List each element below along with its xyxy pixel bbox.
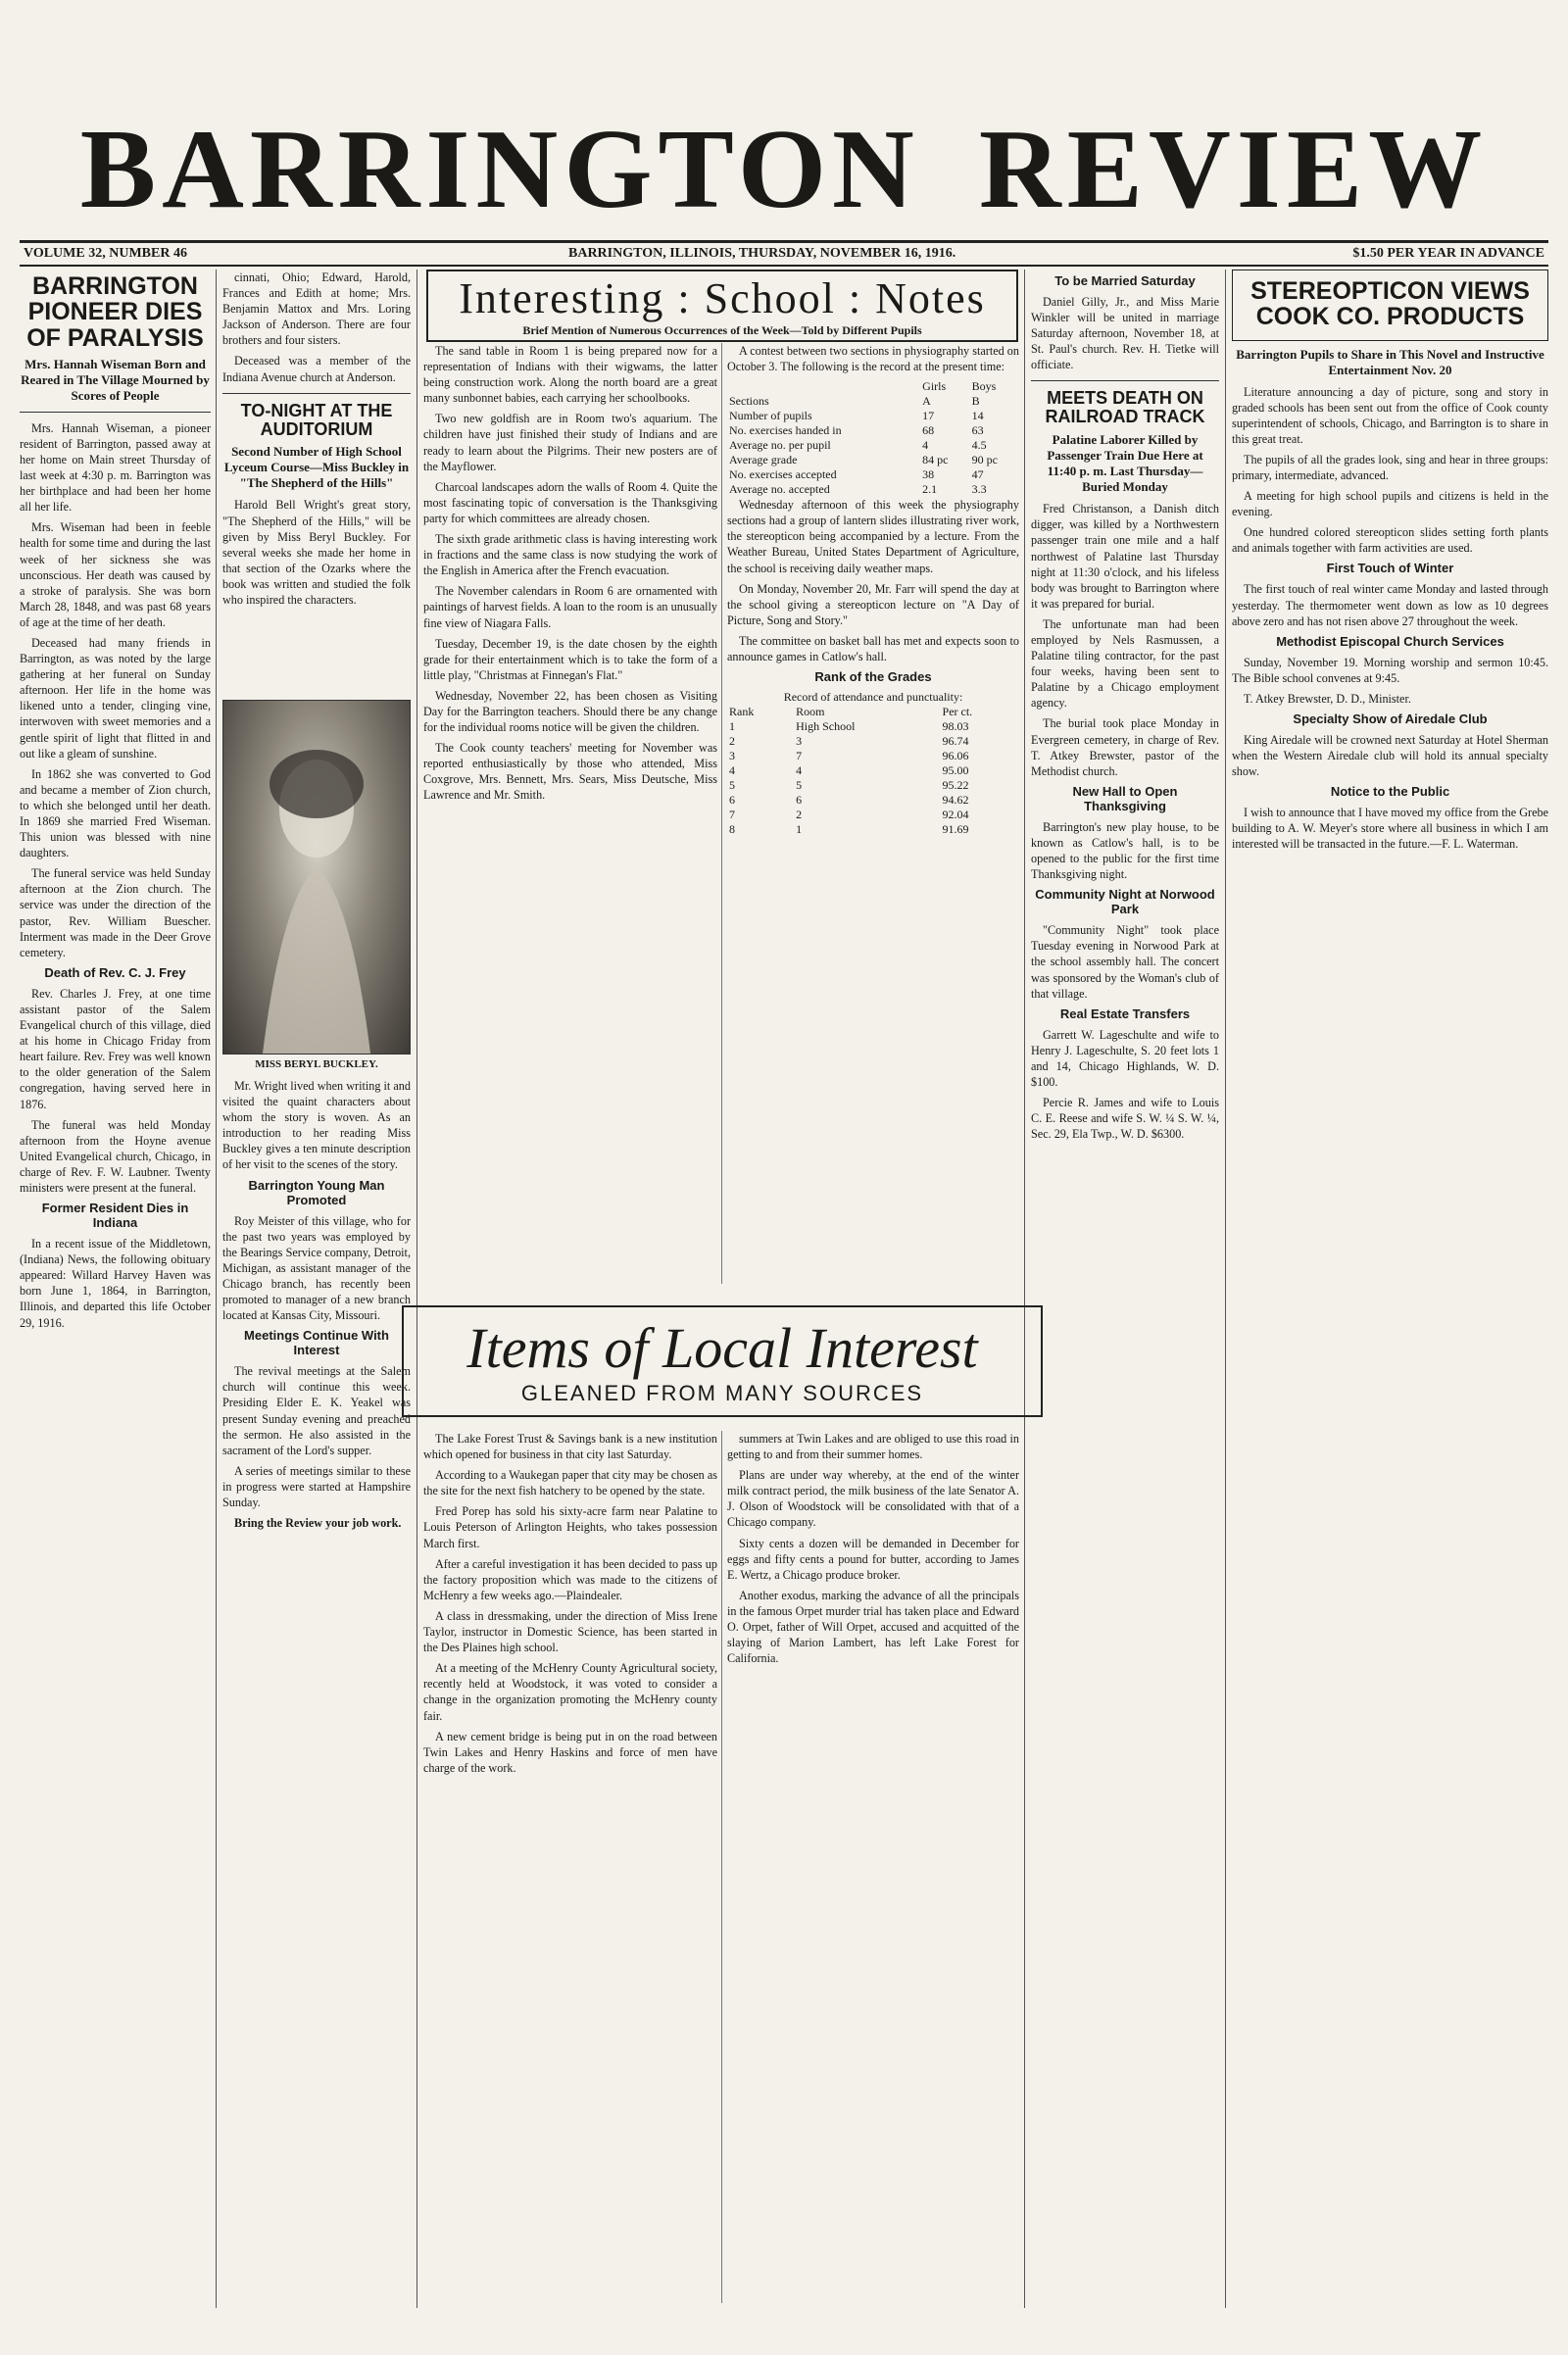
local-interest-subtitle: GLEANED FROM MANY SOURCES (520, 1381, 924, 1405)
paragraph: Percie R. James and wife to Louis C. E. Reese and wife S. W. ¼ S. W. ¼, Sec. 29, Ela Twp., W. D. $6300. (1031, 1096, 1219, 1142)
headline-stereopticon: STEREOPTICON VIEWS COOK CO. PRODUCTS (1250, 277, 1530, 331)
paragraph: The funeral was held Monday afternoon from the Hoyne avenue United Evangelical church, Chicago, in charge of Rev. F. W. Laubner. Twenty ministers were present at the funeral. (20, 1117, 211, 1195)
paragraph: The funeral service was held Sunday afternoon at the Zion church. The service was under the direction of the pastor, Rev. William Buescher. Interment was made in the Deer Grove cemetery. (20, 866, 211, 959)
paragraph: In a recent issue of the Middletown, (Indiana) News, the following obituary appeared: Willard Harvey Haven was born June 1, 1864, in Barrington, Illinois, and departed this life October 29, 1916. (20, 1237, 211, 1330)
paragraph: The first touch of real winter came Monday and lasted through yesterday. The thermometer went down as low as 10 degrees above zero and has not risen above 27 throughout the week. (1232, 582, 1548, 628)
local-interest-left (423, 1431, 717, 2303)
paragraph: Tuesday, December 19, is the date chosen by the eighth grade for their entertainment which is to take the form of a little play, "Christmas at Finnegan's Flat." (423, 636, 717, 682)
heading-meetings: Meetings Continue With Interest (244, 1328, 389, 1358)
paragraph: The sixth grade arithmetic class is having interesting work in fractions and the same class is now studying the work of the English in America after the French evacuation. (423, 532, 717, 578)
photo-block (222, 696, 411, 1536)
table-row: 3 7 96.06 (729, 749, 969, 763)
paragraph: The unfortunate man had been employed by Nels Rasmussen, a Palatine tiling contractor, for the past four weeks, having been sent to Palatine by a Chicago employment agency. (1031, 616, 1219, 711)
table-row: Sections A B (729, 394, 980, 409)
table-row: 4 4 95.00 (729, 763, 969, 778)
paragraph: Deceased had many friends in Barrington, as was noted by the large gathering at her funeral on Sunday afternoon. Her life in the home was likened unto a tender, clinging vine, interwoven with sweet memories and a gentle spirit of light that flitted in and out like a gleam of sunshine. (20, 635, 211, 760)
paragraph: The committee on basket ball has met and expects soon to announce games in Catlow's hall. (727, 633, 1019, 664)
subhead-pioneer: Mrs. Hannah Wiseman Born and Reared in The Village Mourned by Scores of People (21, 356, 210, 403)
paragraph: A contest between two sections in physiography started on October 3. The following is the record at the present time: (727, 344, 1019, 374)
paragraph: A meeting for high school pupils and citizens is held in the evening. (1232, 489, 1548, 519)
paragraph: Wednesday afternoon of this week the physiography sections had a group of lantern slides illustrating river work, the stereopticon being accompanied by a lecture. From the Weather Bureau, United States Department of Agriculture, the school is receiving daily weather maps. (727, 498, 1019, 575)
paragraph: At a meeting of the McHenry County Agricultural society, recently held at Woodstock, it was voted to consider a change in the organization promoting the McHenry county fair. (423, 1661, 717, 1723)
table-row: Average no. per pupil 4 4.5 (729, 438, 987, 453)
subhead-auditorium: Second Number of High School Lyceum Course—Miss Buckley in "The Shepherd of the Hills" (223, 444, 410, 491)
paragraph: The Lake Forest Trust & Savings bank is a new institution which opened for business in that city last Saturday. (423, 1432, 717, 1462)
table-row: 6 6 94.62 (729, 793, 969, 808)
paragraph: According to a Waukegan paper that city may be chosen as the site for the next fish hatchery to be opened by the state. (423, 1468, 717, 1498)
masthead (20, 107, 1548, 232)
heading-frost: First Touch of Winter (1326, 561, 1454, 576)
dateline-bar (20, 240, 1548, 267)
paragraph: Literature announcing a day of picture, song and story in graded schools has been sent out from the office of Cook county superintendent of schools, Chicago, and Barrington is to share in this great treat. (1232, 384, 1548, 446)
masthead-title-part2: REVIEW (978, 107, 1489, 232)
paragraph: King Airedale will be crowned next Saturday at Hotel Sherman when the Western Airedale club will hold its annual specialty show. (1232, 733, 1548, 779)
paragraph: Mrs. Wiseman had been in feeble health for some time and during the last week of her sickness she was unconscious. Her death was caused by a stroke of paralysis. She was born March 28, 1848, and was past 68 years of age at the time of her death. (20, 520, 211, 629)
rank-table: Rank Room Per ct. 1 High School 98.03 2 3 96.74 3 7 96.06 4 4 95.00 5 5 95.22 6 6 94.62 7 2 92.04 8 1 91.69 (727, 705, 1019, 837)
volume-number: VOLUME 32, NUMBER 46 (24, 246, 187, 261)
paragraph: Mrs. Hannah Wiseman, a pioneer resident of Barrington, passed away at her home on Main street Thursday of last week at 4:30 p. m. Barrington was her birthplace and had been her home all her life. (20, 420, 211, 515)
heading-hall: New Hall to Open Thanksgiving (1072, 783, 1178, 813)
headline-railroad: MEETS DEATH ON RAILROAD TRACK (1045, 388, 1205, 427)
newspaper-page (20, 20, 1548, 2316)
school-notes-left (423, 343, 717, 1294)
portrait-photo (222, 700, 411, 1055)
masthead-title-part1: BARRINGTON (79, 107, 920, 232)
paragraph: Another exodus, marking the advance of all the principals in the famous Orpet murder trial has taken place and Edward O. Orpet, father of Will Orpet, accused and acquitted of the slaying of Marion Lambert, has left Lake Forest for California. (727, 1588, 1019, 1666)
local-interest-right (727, 1431, 1019, 2303)
paragraph: Deceased was a member of the Indiana Avenue church at Anderson. (222, 354, 411, 384)
paragraph: Daniel Gilly, Jr., and Miss Marie Winkler will be united in marriage Saturday afternoon, November 18, at St. Paul's church. Rev. H. Tietke will officiate. (1031, 295, 1219, 372)
subhead-railroad: Palatine Laborer Killed by Passenger Train Due Here at 11:40 p. m. Last Thursday—Buried Monday (1047, 432, 1203, 495)
table-row: 5 5 95.22 (729, 778, 969, 793)
school-notes-right (727, 343, 1019, 1294)
table-row: 1 High School 98.03 (729, 719, 969, 734)
school-notes-subtitle: Brief Mention of Numerous Occurrences of the Week—Told by Different Pupils (522, 323, 922, 337)
paragraph: Rev. Charles J. Frey, at one time assistant pastor of the Salem Evangelical church of this village, died at his home in Chicago Friday from heart failure. Rev. Frey was well known to the older generation of the Salem congregation, having served here in 1876. (20, 986, 211, 1111)
place-date: BARRINGTON, ILLINOIS, THURSDAY, NOVEMBER 16, 1916. (568, 246, 956, 261)
paragraph: Two new goldfish are in Room two's aquarium. The children have just finished their study of Indians and are ready to learn about the Pilgrims. Their new posters are of the Mayflower. (423, 412, 717, 473)
paragraph: summers at Twin Lakes and are obliged to use this road in getting to and from their summer homes. (727, 1432, 1019, 1462)
paragraph: I wish to announce that I have moved my office from the Grebe building to A. W. Meyer's store where all business in which I am interested will be transacted in the future.—F. L. Waterman. (1232, 806, 1548, 852)
paragraph: One hundred colored stereopticon slides setting forth plants and animals together with farm activities are used. (1232, 525, 1548, 556)
heading-notice: Notice to the Public (1330, 784, 1450, 800)
paragraph: The pupils of all the grades look, sing and hear in three groups: primary, intermediate, advanced. (1232, 452, 1548, 482)
heading-methodist: Methodist Episcopal Church Services (1276, 633, 1504, 649)
headline-auditorium: TO-NIGHT AT THE AUDITORIUM (240, 400, 393, 439)
table-row: 8 1 91.69 (729, 822, 969, 837)
heading-frey: Death of Rev. C. J. Frey (44, 964, 186, 980)
paragraph: cinnati, Ohio; Edward, Harold, Frances and Edith at home; Mrs. Benjamin Mattox and Mrs. Loring Jackson of Anderson. There are four brothers and four sisters. (222, 270, 411, 348)
paragraph: Fred Christanson, a Danish ditch digger, was killed by a Northwestern passenger train one mile and a half northwest of Palatine last Thursday night at 11:30 o'clock, and his lifeless body was brought to Barrington where it was prepared for burial. (1031, 502, 1219, 611)
heading-haven: Former Resident Dies in Indiana (41, 1201, 189, 1231)
table-row: Number of pupils 17 14 (729, 409, 984, 423)
heading-norwood: Community Night at Norwood Park (1035, 887, 1215, 917)
paragraph: "Community Night" took place Tuesday evening in Norwood Park at the school assembly hall. The concert was sponsored by the Woman's club of that village. (1031, 923, 1219, 1001)
paragraph: A series of meetings similar to these in progress were started at Hampshire Sunday. (222, 1463, 411, 1509)
heading-real-estate: Real Estate Transfers (1059, 1006, 1191, 1021)
local-interest-title: Items of Local Interest (466, 1316, 978, 1380)
heading-married: To be Married Saturday (1054, 273, 1196, 288)
column-5 (1232, 270, 1548, 2308)
paragraph: Sunday, November 19. Morning worship and sermon 10:45. The Bible school convenes at 9:45. (1232, 655, 1548, 685)
paragraph: On Monday, November 20, Mr. Farr will spend the day at the school giving a stereopticon lecture on "A Day of Picture, Song and Story." (727, 581, 1019, 627)
subhead-stereopticon: Barrington Pupils to Share in This Novel and Instructive Entertainment Nov. 20 (1236, 346, 1544, 377)
stereopticon-box (1232, 270, 1548, 341)
paragraph: The Cook county teachers' meeting for November was reported enthusiastically by those who attended, Miss Coxgrove, Mrs. Bennett, Mrs. Sears, Miss Deutsche, Miss Lawrence and Mr. Smith. (423, 741, 717, 803)
photo-caption: MISS BERYL BUCKLEY. (255, 1058, 378, 1070)
paragraph: A class in dressmaking, under the direction of Miss Irene Taylor, instructor in Domestic Science, has been started in the Des Plaines high school. (423, 1608, 717, 1655)
table-row: Average no. accepted 2.1 3.3 (729, 482, 987, 497)
table-row: No. exercises accepted 38 47 (729, 467, 984, 482)
paragraph: In 1862 she was converted to God and became a member of Zion church, to which she belonged until her death. In 1869 she married Fred Wiseman. This union was blessed with nine daughters. (20, 766, 211, 860)
local-interest-header (402, 1305, 1043, 1417)
table-row: No. exercises handed in 68 63 (729, 423, 984, 438)
school-notes-header (426, 270, 1018, 342)
paragraph: Mr. Wright lived when writing it and visited the quaint characters about whom the story is woven. As an introduction to her reading Miss Buckley gives a ten minute description of her visit to the scenes of the story. (222, 1079, 411, 1172)
contest-table: Girls Boys Sections A B Number of pupils 17 14 No. exercises handed in 68 63 Average no. per pupil 4 4.5 Average grade 84 pc 90 pc No. exercises accepted 38 47 Average no. accepted 2.1 3.3 (727, 379, 1019, 497)
paragraph: T. Atkey Brewster, D. D., Minister. (1244, 691, 1411, 706)
paragraph: Roy Meister of this village, who for the past two years was employed by the Bearings Service company, Detroit, Michigan, as assistant manager of the Chicago branch, has recently been promoted to manager of a new branch located at Kansas City, Missouri. (222, 1213, 411, 1323)
heading-airedale: Specialty Show of Airedale Club (1293, 711, 1488, 726)
table-row: 7 2 92.04 (729, 808, 969, 822)
school-notes-title: Interesting : School : Notes (459, 274, 986, 322)
rank-subtitle: Record of attendance and punctuality: (783, 690, 963, 705)
paragraph: Garrett W. Lageschulte and wife to Henry J. Lageschulte, S. 20 feet lots 1 and 14, Chicago Highlands, W. D. $100. (1031, 1027, 1219, 1089)
paragraph: The November calendars in Room 6 are ornamented with paintings of harvest fields. A loan to the room is an unusually fine view of Niagara Falls. (423, 584, 717, 630)
paragraph: A new cement bridge is being put in on the road between Twin Lakes and Henry Haskins and force of men have charge of the work. (423, 1729, 717, 1775)
column-1 (20, 270, 211, 2308)
headline-pioneer: BARRINGTON PIONEER DIES OF PARALYSIS (26, 272, 204, 352)
paragraph: The sand table in Room 1 is being prepared now for a representation of Indians with their wigwams, the latter being construction work. Along the north board are a great many sunbonnet babies, each carrying her schoolbooks. (423, 344, 717, 406)
paragraph: Plans are under way whereby, at the end of the winter milk contract period, the milk business of the late Senator A. J. Olson of Woodstock will be consolidated with that of a Chicago company. (727, 1468, 1019, 1530)
paragraph: Charcoal landscapes adorn the walls of Room 4. Quite the most fascinating topic of conversation is the Thanksgiving party for which committees are already chosen. (423, 479, 717, 525)
paragraph: Harold Bell Wright's great story, "The Shepherd of the Hills," will be given by Miss Beryl Buckley. For several weeks she made her home in that section of the Ozarks where the book was written and studied the folk who inspired the characters. (222, 498, 411, 607)
heading-rank: Rank of the Grades (814, 669, 932, 685)
paragraph: Sixty cents a dozen will be demanded in December for eggs and fifty cents a pound for butter, according to James E. Wertz, a Chicago produce broker. (727, 1536, 1019, 1582)
paragraph: Fred Porep has sold his sixty-acre farm near Palatine to Louis Peterson of Arlington Heights, who takes possession March first. (423, 1504, 717, 1550)
table-row: Average grade 84 pc 90 pc (729, 453, 998, 467)
table-row: 2 3 96.74 (729, 734, 969, 749)
paragraph: The burial took place Monday in Evergreen cemetery, in charge of Rev. T. Atkey Brewster, pastor of the Methodist church. (1031, 716, 1219, 778)
paragraph: Barrington's new play house, to be known as Catlow's hall, is to be opened to the public for the first time Thanksgiving night. (1031, 819, 1219, 882)
paragraph: Bring the Review your job work. (234, 1516, 402, 1531)
paragraph: After a careful investigation it has been decided to pass up the factory proposition which was made to the citizens of McHenry a few weeks ago.—Plaindealer. (423, 1556, 717, 1602)
paragraph: The revival meetings at the Salem church will continue this week. Presiding Elder E. K. Yeakel was present Sunday evening and preached the sermon. He also assisted in the sacrament of the Lord's supper. (222, 1364, 411, 1457)
column-4 (1031, 270, 1219, 2308)
heading-meister: Barrington Young Man Promoted (248, 1177, 385, 1207)
paragraph: Wednesday, November 22, has been chosen as Visiting Day for the Barrington teachers. Should there be any change for the individual rooms notice will be given the children. (423, 688, 717, 735)
subscription-price: $1.50 PER YEAR IN ADVANCE (1352, 246, 1544, 261)
